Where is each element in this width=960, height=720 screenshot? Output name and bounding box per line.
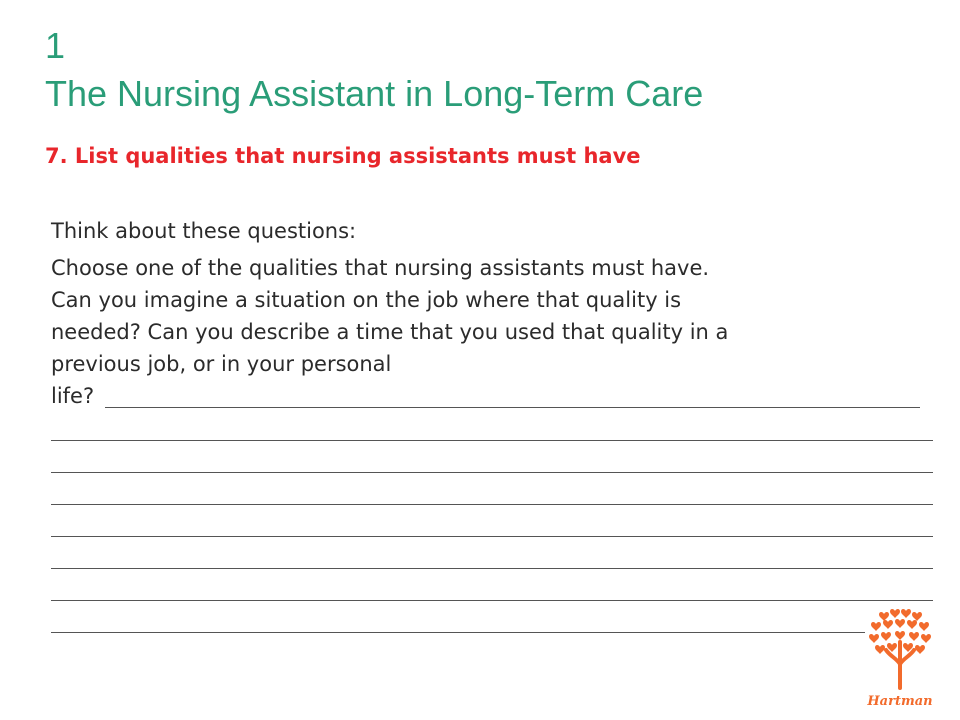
- question-line: life?: [51, 384, 95, 408]
- logo-text: Hartman: [867, 694, 933, 709]
- answer-line[interactable]: [51, 568, 933, 569]
- chapter-number: 1: [45, 25, 66, 66]
- answer-line[interactable]: [51, 600, 933, 601]
- discussion-question: [51, 252, 931, 412]
- answer-line[interactable]: [51, 632, 865, 633]
- answer-blank-line[interactable]: [105, 407, 920, 408]
- heart-tree-icon: [869, 609, 931, 688]
- prompt-text: Think about these questions:: [51, 219, 357, 243]
- question-line: previous job, or in your personal: [51, 352, 392, 376]
- question-line: needed? Can you describe a time that you used that quality in a: [51, 320, 729, 344]
- learning-objective: 7. List qualities that nursing assistants must have: [45, 144, 641, 168]
- question-line: Can you imagine a situation on the job where that quality is: [51, 288, 682, 312]
- answer-line[interactable]: [51, 504, 933, 505]
- answer-line[interactable]: [51, 472, 933, 473]
- answer-line[interactable]: [51, 440, 933, 441]
- question-line: Choose one of the qualities that nursing assistants must have.: [51, 256, 710, 280]
- answer-line[interactable]: [51, 536, 933, 537]
- chapter-title: The Nursing Assistant in Long-Term Care: [45, 73, 704, 114]
- hartman-logo: [862, 604, 942, 712]
